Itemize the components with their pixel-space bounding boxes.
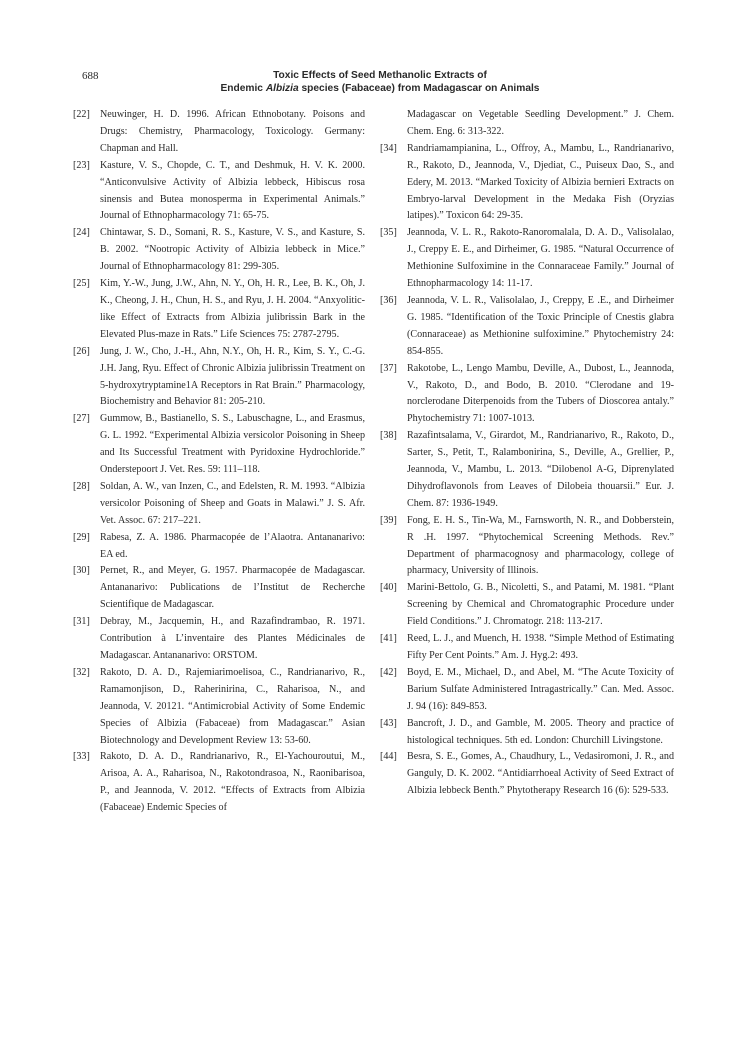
reference-text: Fong, E. H. S., Tin-Wa, M., Farnsworth, N. R., and Dobberstein, R .H. 1997. “Phytochemical Screening Methods. Rev.” Department of pharmacognosy and pharmacology, college of pharmacy, University of Illinois. xyxy=(407,514,674,577)
reference-text: Razafintsalama, V., Girardot, M., Randrianarivo, R., Rakoto, D., Sarter, S., Petit, T., Ralambonirina, S., Deville, A., Grellier, P., Jeannoda, V., Mambu, L. 2013. “Dilobenol A-G, Diprenylated Dihydroflavonols from Leaves of Dilobeia thouarsii.” Eur. J. Chem. 87: 1936-1949. xyxy=(407,430,674,509)
reference-text: Reed, L. J., and Muench, H. 1938. “Simple Method of Estimating Fifty Per Cent Points.” Am. J. Hyg.2: 493. xyxy=(407,633,674,661)
running-head-line1: Toxic Effects of Seed Methanolic Extracts of xyxy=(273,70,487,81)
reference-number: [22] xyxy=(73,109,90,120)
reference-number: [41] xyxy=(380,633,397,645)
reference-number: [42] xyxy=(380,666,397,678)
reference-number: [33] xyxy=(73,751,90,763)
reference-text: Rakoto, D. A. D., Rajemiarimoelisoa, C., Randrianarivo, R., Ramamonjison, D., Raherinirina, C., Raharisoa, N., and Jeannoda, V. 20121. “Antimicrobial Activity of Some Endemic Species of Albizia (Fabaceae) from Madagascar.” Asian Biotechnology and Development Review 13: 53-60. xyxy=(100,666,365,746)
reference-item xyxy=(73,614,365,665)
running-head-line2-genus: Albizia xyxy=(265,82,299,94)
reference-number: [40] xyxy=(380,582,397,594)
reference-number: [25] xyxy=(73,278,90,290)
running-head-line2 xyxy=(150,83,610,96)
reference-item xyxy=(380,716,674,750)
reference-text: Soldan, A. W., van Inzen, C., and Edelsten, R. M. 1993. “Albizia versicolor Poisoning of Sheep and Goats in Malawi.” J. S. Afr. Vet. Assoc. 67: 217–221. xyxy=(100,480,365,526)
running-head-line2-post: species (Fabaceae) from Madagascar on Animals xyxy=(298,82,540,94)
reference-number: [29] xyxy=(73,531,90,543)
reference-text: Gummow, B., Bastianello, S. S., Labuschagne, L., and Erasmus, G. L. 1992. “Experimental Albizia versicolor Poisoning in Sheep and Its Successful Treatment with Pyridoxine Hydrochloride.” Onderstepoort J. Vet. Res. 59: 111–118. xyxy=(100,413,365,476)
reference-text: Jung, J. W., Cho, J.-H., Ahn, N.Y., Oh, H. R., Kim, S. Y., C.-G. J.H. Jang, Ryu. Effect of Chronic Albizia julibrissin Treatment on 5-hydroxytryptamine1A Receptors in Rat Brain.” Pharmacology, Biochemistry and Behavior 81: 205-210. xyxy=(100,345,365,408)
reference-number: [31] xyxy=(73,616,90,628)
reference-number: [23] xyxy=(73,159,90,171)
reference-text: Debray, M., Jacquemin, H., and Razafindrambao, R. 1971. Contribution à L’inventaire des Plantes Médicinales de Madagascar. Antananarivo: ORSTOM. xyxy=(100,616,365,661)
references-right-column xyxy=(380,107,674,800)
references-left-column xyxy=(73,107,365,817)
reference-text: Kim, Y.-W., Jung, J.W., Ahn, N. Y., Oh, H. R., Lee, B. K., Oh, J. K., Cheong, J. H., Chun, H. S., and Ryu, J. H. 2004. “Anxyolitic-like Effect of Extracts from Albizia julibrissin Bark in the Elevated Plus-maze in Rats.” Life Sciences 75: 2787-2795. xyxy=(100,278,365,340)
reference-item xyxy=(380,665,674,716)
reference-item xyxy=(380,513,674,581)
reference-item xyxy=(73,276,365,344)
reference-number: [26] xyxy=(73,345,90,357)
reference-text: Rakoto, D. A. D., Randrianarivo, R., El-Yachouroutui, M., Arisoa, A. A., Raharisoa, N., Rakotondrasoa, N., Raonibarisoa, P., and Jeannoda, V. 2012. “Effects of Extracts from Albizia (Fabaceae) Endemic Species of xyxy=(100,751,365,814)
page-number: 688 xyxy=(82,70,99,82)
reference-item xyxy=(73,749,365,817)
reference-number: [34] xyxy=(380,142,397,154)
reference-text: Pernet, R., and Meyer, G. 1957. Pharmacopée de Madagascar. Antananarivo: Publications de l’Institut de Recherche Scientifique de Madagascar. xyxy=(100,565,365,611)
reference-text: Madagascar on Vegetable Seedling Development.” J. Chem. Chem. Eng. 6: 313-322. xyxy=(407,109,674,137)
reference-number: [38] xyxy=(380,430,397,442)
reference-number: [43] xyxy=(380,717,397,729)
reference-number: [24] xyxy=(73,227,90,239)
reference-item xyxy=(380,107,674,141)
reference-number: [39] xyxy=(380,514,397,526)
reference-text: Chintawar, S. D., Somani, R. S., Kasture, V. S., and Kasture, S. B. 2002. “Nootropic Activity of Albizia lebbeck in Mice.” Journal of Ethnopharmacology 81: 299-305. xyxy=(100,227,365,273)
reference-item xyxy=(73,158,365,226)
reference-item xyxy=(73,530,365,564)
reference-item xyxy=(73,563,365,614)
reference-text: Jeannoda, V. L. R., Valisolalao, J., Creppy, E .E., and Dirheimer G. 1985. “Identification of the Toxic Principle of Cnestis glabra (Connaraceae) as Methionine sulfoximine.” Phytochemistry 24: 854-855. xyxy=(407,294,674,357)
reference-item xyxy=(380,141,674,226)
reference-text: Randriamampianina, L., Offroy, A., Mambu, L., Randrianarivo, R., Rakoto, D., Jeannoda, V., Djediat, C., Puiseux Dao, S., and Edery, M. 2013. “Marked Toxicity of Albizia bernieri Extracts on Embryo-larval Development in the Medaka Fish (Oryzias latipes).” Toxicon 64: 29-35. xyxy=(407,142,674,222)
reference-item xyxy=(73,665,365,750)
reference-text: Bancroft, J. D., and Gamble, M. 2005. Theory and practice of histological techniques. 5th ed. London: Churchill Livingstone. xyxy=(407,717,674,746)
reference-item xyxy=(73,411,365,479)
reference-item xyxy=(73,344,365,412)
reference-text: Besra, S. E., Gomes, A., Chaudhury, L., Vedasiromoni, J. R., and Ganguly, D. K. 2002. “Antidiarrhoeal Activity of Seed Extract of Albizia lebbeck Benth.” Phytotherapy Research 16 (6): 529-533. xyxy=(407,751,674,797)
reference-number: [36] xyxy=(380,294,397,306)
running-head xyxy=(150,70,610,95)
reference-text: Rakotobe, L., Lengo Mambu, Deville, A., Dubost, L., Jeannoda, V., Rakoto, D., and Bodo, B. 2010. “Clerodane and 19-norclerodane Diterpenoids from the Tubers of Dioscorea antaly.” Phytochemistry 71: 1007-1013. xyxy=(407,362,674,425)
reference-number: [30] xyxy=(73,565,90,577)
reference-item xyxy=(380,225,674,293)
reference-item xyxy=(380,361,674,429)
reference-text: Neuwinger, H. D. 1996. African Ethnobotany. Poisons and Drugs: Chemistry, Pharmacology, Toxicology. Germany: Chapman and Hall. xyxy=(100,109,365,154)
running-head-line2-pre: Endemic xyxy=(220,82,266,94)
reference-number: [37] xyxy=(380,362,397,374)
reference-number: [35] xyxy=(380,227,397,239)
reference-text: Marini-Bettolo, G. B., Nicoletti, S., and Patami, M. 1981. “Plant Screening by Chemical and Chromatographic Procedure under Field Conditions.” J. Chromatogr. 218: 113-217. xyxy=(407,582,674,628)
reference-item xyxy=(380,293,674,361)
reference-item xyxy=(380,428,674,513)
reference-text: Rabesa, Z. A. 1986. Pharmacopée de l’Alaotra. Antananarivo: EA ed. xyxy=(100,531,365,560)
reference-text: Boyd, E. M., Michael, D., and Abel, M. “The Acute Toxicity of Barium Sulfate Administered Intragastrically.” Can. Med. Assoc. J. 94 (16): 849-853. xyxy=(407,666,674,712)
reference-item xyxy=(380,580,674,631)
reference-number: [44] xyxy=(380,751,397,763)
reference-item xyxy=(73,107,365,158)
reference-number: [27] xyxy=(73,413,90,425)
reference-text: Jeannoda, V. L. R., Rakoto-Ranoromalala, D. A. D., Valisolalao, J., Creppy E. E., and Dirheimer, G. 1985. “Natural Occurrence of Methionine Sulfoximine in the Connaraceae Family.” Journal of Ethnopharmacology 14: 11-17. xyxy=(407,227,674,290)
reference-item xyxy=(73,479,365,530)
reference-text: Kasture, V. S., Chopde, C. T., and Deshmuk, H. V. K. 2000. “Anticonvulsive Activity of Albizia lebbeck, Hibiscus rosa sinensis and Butea monosperma in Experimental Animals.” Journal of Ethnopharmacology 71: 65-75. xyxy=(100,159,365,222)
reference-number: [32] xyxy=(73,666,90,678)
reference-item xyxy=(380,749,674,800)
reference-item xyxy=(380,631,674,665)
reference-item xyxy=(73,225,365,276)
reference-number: [28] xyxy=(73,480,90,492)
